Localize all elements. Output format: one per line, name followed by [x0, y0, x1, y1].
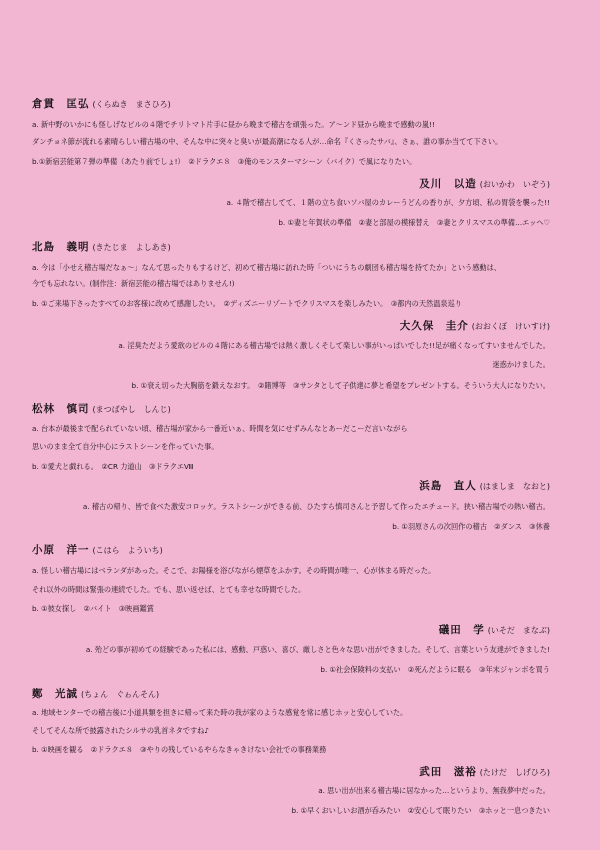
name-reading: (おおくぼ けいすけ) — [471, 322, 550, 331]
name-reading: (たけだ しげひろ) — [479, 768, 550, 777]
answer-b-line: b. ①社会保険料の支払い ②死んだように眠る ③年末ジャンボを買う — [320, 665, 550, 674]
member-name — [419, 176, 550, 191]
name-text: 礒田 学 — [438, 624, 485, 636]
answer-b-line: b. ①妻と年賀状の準備 ②妻と部屋の模様替え ③妻とクリスマスの準備…エッヘ♡ — [278, 218, 550, 227]
answer-b-line: b. ①ご来場下さったすべてのお客様に改めて感謝したい。 ②ディズニーリゾートでクリスマスを楽しみたい。 ③都内の天然温泉巡り — [32, 299, 462, 308]
name-reading: (おいかわ いぞう) — [479, 180, 550, 189]
name-reading: (ちょん ぐゎんそん) — [81, 690, 160, 699]
answer-a-line: そしてそんな所で披露されたシルサの乳首ネタですね♪ — [32, 726, 209, 735]
answer-a-line: a. 今は「小せえ稽古場だなぁ～」なんて思ったりもするけど、初めて稽古場に訪れた時「ついにうちの劇団も稽古場を持てたか」という感動は、 — [32, 263, 501, 272]
answer-a-line: a. 新中野のいかにも怪しげなビルの４階でチリトマト片手に昼から晩まで稽古を頑張った。ア～ンド昼から晩まで感動の嵐!! — [32, 120, 435, 129]
member-name — [419, 478, 550, 493]
answer-a-line: それ以外の時間は緊張の連続でした。でも、思い返せば、とても幸せな時間でした。 — [32, 585, 306, 594]
answer-b-line: b. ①愛犬と戯れる。 ②CR 力道山 ③ドラクエⅧ — [32, 462, 194, 471]
name-text: 大久保 圭介 — [399, 320, 469, 332]
answer-a-line: a. 稽古の帰り、皆で食べた激安コロッケ。ラストシーンができる前、ひたすら慎司さんと予習して作ったエチュード。狭い稽古場での熱い稽古。 — [82, 502, 550, 511]
name-text: 小原 洋一 — [32, 544, 90, 556]
member-name — [32, 96, 171, 111]
answer-b-line: b. ①彼女探し ②バイト ③映画鑑賞 — [32, 604, 154, 613]
member-name — [32, 542, 163, 557]
name-reading: (くらぬき まさひろ) — [92, 100, 171, 109]
answer-a-line: a. 殆どの事が初めての経験であった私には、感動、戸惑い、喜び、厳しさと色々な思い出ができました。そして、言葉という友達ができました! — [85, 645, 550, 654]
answer-b-line: b. ①羽原さんの次回作の稽古 ②ダンス ③休養 — [392, 522, 550, 531]
member-name — [400, 318, 550, 333]
answer-b-line: b. ①早くおいしいお酒が呑みたい ②安心して眠りたい ③ホッと一息つきたい — [291, 806, 550, 815]
name-reading: (いそだ まなぶ) — [487, 626, 550, 635]
name-reading: (はましま なおと) — [479, 482, 550, 491]
answer-a-line: a. 地域センターでの稽古後に小道具類を担きに帰って来た時の我が家のような感覚を常に感じホッと安心していた。 — [32, 708, 408, 717]
member-name — [32, 686, 159, 701]
answer-a-line: a. 思い出が出来る稽古場に居なかった…というより、無我夢中だった。 — [318, 786, 550, 795]
answer-a-line: ダンチョネ節が流れる素晴らしい稽古場の中、そんな中に突々と臭いが最高潮になる人が…命名『くさったサバ』、さぁ、誰の事か当てて下さい。 — [32, 137, 503, 146]
answer-b-line: b. ①衰え切った大胸筋を鍛えなおす。 ②賭博等 ③サンタとして子供達に夢と希望をプレゼントする。そういう大人になりたい。 — [131, 381, 550, 390]
answer-a-line: 迷惑かけました。 — [492, 360, 550, 369]
member-name — [439, 622, 550, 637]
answer-b-line: b. ①映画を観る ②ドラクエ８ ③やりの残しているやらなきゃきけない会社での事務業務 — [32, 745, 327, 754]
answer-a-line: 今でも忘れない。(制作注：新宿芸能の稽古場ではありません!) — [32, 279, 235, 288]
answer-a-line: a. ４階で稽古してて、１階の立ち食いソバ屋のカレーうどんの香りが、夕方頃、私の胃袋を襲った!! — [226, 198, 550, 207]
answer-a-line: a. 怪しい稽古場にはベランダがあった。そこで、お陽様を浴びながら煙草をふかす。その時間が唯一、心が休まる時だった。 — [32, 566, 436, 575]
answer-a-line: 思いのまま全て自分中心にラストシーンを作っていた事。 — [32, 442, 219, 451]
answer-a-line: a. 台本が最後まで配られていない頃、稽古場が家から一番近いぁ、時間を気にせずみんなとあーだこーだ言いながら — [32, 424, 408, 433]
name-text: 及川 以造 — [419, 178, 477, 190]
member-name — [32, 239, 171, 254]
name-text: 倉貫 匡弘 — [32, 98, 90, 110]
member-name — [32, 401, 171, 416]
name-text: 北島 義明 — [32, 241, 90, 253]
answer-b-line: b.①新宿芸能第７弾の準備（あたり前でしょ!） ②ドラクエ８ ③俺のモンスターマシーン（バイク）で風になりたい。 — [32, 157, 417, 166]
member-name — [419, 764, 550, 779]
name-reading: (まつばやし しんじ) — [92, 405, 171, 414]
name-text: 松林 慎司 — [32, 403, 90, 415]
name-text: 鄭 光誠 — [32, 688, 78, 700]
name-reading: (きたじま よしあき) — [92, 243, 171, 252]
answer-a-line: a. 淫臭ただよう愛欲のビルの４階にある稽古場では熱く激しくそして楽しい事がいっぱいでした!!足が痛くなってすいませんでした。 — [118, 341, 550, 350]
name-reading: (こはら よういち) — [92, 546, 163, 555]
name-text: 浜島 直人 — [419, 480, 477, 492]
name-text: 武田 滋裕 — [419, 766, 477, 778]
